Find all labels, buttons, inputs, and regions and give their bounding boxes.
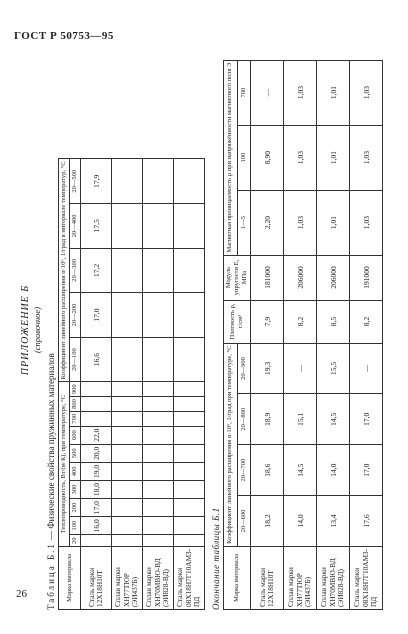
linexp-value: — (350, 343, 383, 394)
thermal-value (112, 462, 143, 480)
thermal-value (112, 480, 143, 498)
table1-caption-title: — Физические свойства пружинных материалов (46, 353, 56, 540)
material-name: Сплав марки ХН77ТЮР (ЭИ437Б) (112, 546, 143, 609)
thermal-value (112, 397, 143, 412)
t1-range-header: 20—100 (70, 337, 81, 382)
t1-range-header: 20—500 (70, 159, 81, 204)
thermal-value (143, 397, 174, 412)
t2-range-header: 20—600 (237, 496, 251, 547)
thermal-value (81, 411, 112, 426)
thermal-value (81, 397, 112, 412)
magnetic-value: 1,03 (284, 60, 317, 125)
thermal-value (143, 535, 174, 547)
linexp-value: 16,6 (81, 337, 112, 382)
thermal-value (143, 426, 174, 444)
thermal-value (81, 535, 112, 547)
thermal-value (143, 480, 174, 498)
material-name: Сплав марки ХН70МВЮ-ВД (ЭИ828-ВД) (143, 546, 174, 609)
thermal-value: 22,0 (81, 426, 112, 444)
table-row (174, 159, 205, 610)
magnetic-value: 1,03 (284, 125, 317, 190)
linexp-value: 15,1 (284, 394, 317, 445)
t1-temp-header: 600 (70, 426, 81, 444)
rotated-content (20, 50, 380, 610)
t2-range-header: 20—900 (237, 343, 251, 394)
linexp-value: — (284, 343, 317, 394)
linexp-value: 17,9 (81, 159, 112, 204)
density-value: 7,9 (251, 300, 284, 343)
linexp-value (143, 248, 174, 293)
linexp-value: 14,5 (284, 445, 317, 496)
t1-header-linexp: Коэффициент линейного расширения α·10⁶, 1/град в интервале температур, °С (59, 159, 70, 382)
thermal-value (174, 462, 205, 480)
t2-header-magnetic: Магнитная проницаемость μ при напряжённости магнитного поля Э (224, 60, 238, 255)
t1-temp-header: 700 (70, 411, 81, 426)
thermal-value (112, 517, 143, 535)
material-name: Сталь марки 12Х18Н10Т (251, 546, 284, 609)
t1-temp-header: 400 (70, 462, 81, 480)
linexp-value (143, 293, 174, 338)
t2-range-header: 20—700 (237, 445, 251, 496)
linexp-value (174, 337, 205, 382)
t2-header-modulus: Модуль упругости Е, МПа (224, 255, 251, 300)
thermal-value: 20,0 (81, 444, 112, 462)
thermal-value (112, 382, 143, 397)
linexp-value (112, 159, 143, 204)
magnetic-value: 1,01 (317, 190, 350, 255)
linexp-value: 13,4 (317, 496, 350, 547)
thermal-value (174, 411, 205, 426)
t1-temp-header: 200 (70, 499, 81, 517)
thermal-value (143, 411, 174, 426)
t1-range-header: 20—300 (70, 248, 81, 293)
linexp-value: 18,2 (251, 496, 284, 547)
linexp-value: 17,0 (350, 394, 383, 445)
thermal-value: 19,0 (81, 462, 112, 480)
linexp-value: 14,0 (284, 496, 317, 547)
table-physical-properties (58, 158, 205, 610)
linexp-value (174, 204, 205, 249)
linexp-value (174, 293, 205, 338)
magnetic-value: 1,01 (317, 60, 350, 125)
t2-field-header: 1—5 (237, 190, 251, 255)
density-value: 8,2 (284, 300, 317, 343)
t2-field-header: 700 (237, 60, 251, 125)
linexp-value: 14,0 (317, 445, 350, 496)
linexp-value: 17,2 (81, 248, 112, 293)
t1-range-header: 20—400 (70, 204, 81, 249)
linexp-value: 15,5 (317, 343, 350, 394)
table-row (251, 60, 284, 609)
thermal-value (174, 499, 205, 517)
linexp-value: 17,6 (350, 496, 383, 547)
table-row (112, 159, 143, 610)
density-value: 8,5 (317, 300, 350, 343)
table1-caption (46, 50, 56, 610)
thermal-value (112, 426, 143, 444)
thermal-value (174, 535, 205, 547)
magnetic-value: 1,03 (284, 190, 317, 255)
material-name: Сталь марки 08Х18Н7Г10АМЗ-ПД (174, 546, 205, 609)
linexp-value: 17,0 (81, 293, 112, 338)
linexp-value: 17,0 (350, 445, 383, 496)
modulus-value: 181000 (251, 255, 284, 300)
table-row (284, 60, 317, 609)
thermal-value (174, 444, 205, 462)
thermal-value (174, 426, 205, 444)
appendix-title: ПРИЛОЖЕНИЕ Б (20, 284, 31, 376)
thermal-value (112, 411, 143, 426)
thermal-value (112, 535, 143, 547)
linexp-value (174, 159, 205, 204)
linexp-value: 19,3 (251, 343, 284, 394)
t1-temp-header: 300 (70, 480, 81, 498)
thermal-value (112, 499, 143, 517)
thermal-value (143, 517, 174, 535)
material-name: Сплав марки ХН77ТЮР (ЭИ437Б) (284, 546, 317, 609)
magnetic-value: 8,90 (251, 125, 284, 190)
modulus-value: 206000 (284, 255, 317, 300)
table-row (350, 60, 383, 609)
t1-temp-header: 20 (70, 535, 81, 547)
linexp-value (112, 204, 143, 249)
magnetic-value: 2,20 (251, 190, 284, 255)
magnetic-value: 1,01 (317, 125, 350, 190)
t1-temp-header: 100 (70, 517, 81, 535)
t1-header-thermal: Теплопроводность, Вт/(м·К), при температуре, °С (59, 382, 70, 547)
table-physical-properties-end (223, 60, 383, 610)
thermal-value (174, 517, 205, 535)
linexp-value (112, 248, 143, 293)
thermal-value: 17,0 (81, 499, 112, 517)
thermal-value (174, 480, 205, 498)
magnetic-value: 1,03 (350, 60, 383, 125)
density-value: 8,2 (350, 300, 383, 343)
magnetic-value: 1,03 (350, 190, 383, 255)
linexp-value: 18,9 (251, 394, 284, 445)
standard-header: ГОСТ Р 50753—95 (14, 30, 114, 42)
modulus-value: 191000 (350, 255, 383, 300)
linexp-value (143, 159, 174, 204)
thermal-value: 18,0 (81, 480, 112, 498)
t2-range-header: 20—800 (237, 394, 251, 445)
thermal-value (81, 382, 112, 397)
table-row (317, 60, 350, 609)
t1-header-material: Марка материала (59, 546, 81, 609)
material-name: Сталь марки 08Х18Н7Г10АМЗ-ПД (350, 546, 383, 609)
t1-temp-header: 900 (70, 382, 81, 397)
linexp-value: 18,6 (251, 445, 284, 496)
t1-temp-header: 500 (70, 444, 81, 462)
linexp-value: 14,5 (317, 394, 350, 445)
thermal-value (112, 444, 143, 462)
table-row (81, 159, 112, 610)
thermal-value (143, 462, 174, 480)
t2-header-density: Плотность ρ, г/см³ (224, 300, 251, 343)
t1-temp-header: 800 (70, 397, 81, 412)
page-number: 26 (16, 588, 27, 600)
table-row (143, 159, 174, 610)
magnetic-value: — (251, 60, 284, 125)
linexp-value (112, 337, 143, 382)
magnetic-value: 1,03 (350, 125, 383, 190)
linexp-value (174, 248, 205, 293)
material-name: Сплав марки ХН70МВЮ-ВД (ЭИ828-ВД) (317, 546, 350, 609)
appendix-note: (справочное) (32, 306, 42, 354)
thermal-value (143, 444, 174, 462)
table1-caption-label: Таблица Б.1 (46, 542, 56, 610)
material-name: Сталь марки 12Х18Н10Т (81, 546, 112, 609)
t2-header-material: Марка материала (224, 546, 251, 609)
t1-range-header: 20—200 (70, 293, 81, 338)
t2-header-linexp: Коэффициент линейного расширения α·10⁶, 1/град при температуре, °С (224, 343, 238, 546)
table2-caption: Окончание таблицы Б.1 (211, 507, 221, 610)
thermal-value: 16,0 (81, 517, 112, 535)
t2-field-header: 100 (237, 125, 251, 190)
thermal-value (143, 499, 174, 517)
linexp-value: 17,5 (81, 204, 112, 249)
modulus-value: 206000 (317, 255, 350, 300)
thermal-value (174, 382, 205, 397)
thermal-value (174, 397, 205, 412)
linexp-value (143, 204, 174, 249)
thermal-value (143, 382, 174, 397)
linexp-value (143, 337, 174, 382)
linexp-value (112, 293, 143, 338)
